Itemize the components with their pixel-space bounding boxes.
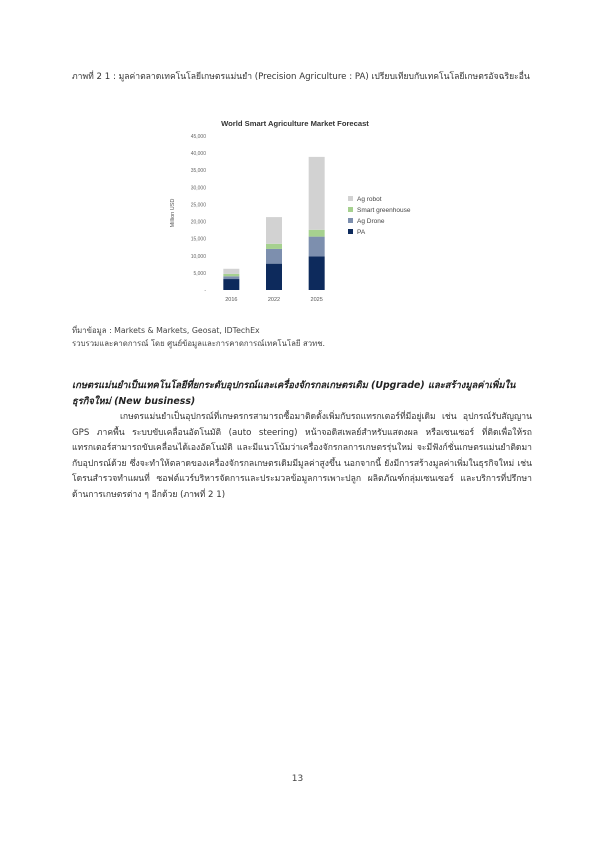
legend-label: Smart greenhouse <box>357 207 411 214</box>
x-tick-label: 2022 <box>267 297 281 303</box>
chart-title: World Smart Agriculture Market Forecast <box>221 119 369 128</box>
legend-swatch <box>348 196 353 201</box>
bar-segment-smart-greenhouse-2025 <box>309 230 325 237</box>
bar-segment-ag-robot-2016 <box>223 269 239 274</box>
source-line-2: รวบรวมและคาดการณ์ โดย ศูนย์ข้อมูลและการคาดการณ์เทคโนโลยี สวทช. <box>72 339 325 348</box>
bar-segment-ag-drone-2025 <box>309 237 325 257</box>
y-tick-label: 45,000 <box>190 134 206 140</box>
chart-canvas <box>160 116 450 314</box>
bar-segment-pa-2025 <box>309 256 325 290</box>
legend-swatch <box>348 229 353 234</box>
body-paragraph-block <box>72 410 532 503</box>
bar-segment-ag-robot-2025 <box>309 157 325 230</box>
source-note <box>72 324 532 350</box>
y-tick-label: 15,000 <box>190 236 206 243</box>
bar-segment-ag-robot-2022 <box>266 217 282 244</box>
y-tick-label: 40,000 <box>190 151 206 158</box>
x-tick-label: 2025 <box>310 297 323 303</box>
y-tick-label: 25,000 <box>190 202 206 209</box>
bar-segment-pa-2022 <box>266 264 282 290</box>
bar-segment-ag-drone-2022 <box>266 249 282 264</box>
market-forecast-chart <box>160 116 450 314</box>
y-tick-label: - <box>204 288 206 294</box>
y-tick-label: 5,000 <box>193 270 206 277</box>
legend-swatch <box>348 218 353 223</box>
legend-label: PA <box>357 229 366 236</box>
bar-segment-pa-2016 <box>223 279 239 290</box>
bar-segment-smart-greenhouse-2016 <box>223 274 239 276</box>
section-heading: เกษตรแม่นยำเป็นเทคโนโลยีที่ยกระดับอุปกรณ์และเครื่องจักรกลเกษตรเดิม (Upgrade) และสร้างมูลค่าเพิ่มในธุรกิจใหม่ (New business) <box>72 380 516 407</box>
legend-swatch <box>348 207 353 212</box>
page-number: 13 <box>291 774 304 784</box>
figure-caption: ภาพที่ 2 1 : มูลค่าตลาดเทคโนโลยีเกษตรแม่นยำ (Precision Agriculture : PA) เปรียบเทียบกับเทคโนโลยีเกษตรอัจฉริยะอื่น <box>72 72 530 82</box>
bar-segment-smart-greenhouse-2022 <box>266 244 282 249</box>
y-axis-label: Million USD <box>170 198 176 228</box>
legend-label: Ag robot <box>357 196 382 203</box>
y-tick-label: 10,000 <box>190 253 206 260</box>
y-tick-label: 20,000 <box>190 219 206 226</box>
x-tick-label: 2016 <box>225 297 238 303</box>
source-line-1: ที่มาข้อมูล : Markets & Markets, Geosat, IDTechEx <box>72 326 260 335</box>
legend-label: Ag Drone <box>357 218 385 225</box>
body-paragraph: เกษตรแม่นยำเป็นอุปกรณ์ที่เกษตรกรสามารถซื้อมาติดตั้งเพิ่มกับรถแทรกเตอร์ที่มีอยู่เดิม เช่น อุปกรณ์รับสัญญาน GPS ภาคพื้น ระบบขับเคลื่อนอัตโนมัติ (auto steering) หน้าจอดิสเพลย์สำหรับแสดงผล หรือเซนเซอร์ ที่ติดเพื่อให้รถแทรกเตอร์สามารถขับเคลื่อนได้เองอัตโนมัติ และมีแนวโน้มว่าเครื่องจักรกลการเกษตรรุ่นใหม่ จะมีฟังก์ชั่นเกษตรแม่นยำติดมากับอุปกรณ์ด้วย ซึ่งจะทำให้ตลาดของเครื่องจักรกลเกษตรเดิมมีมูลค่าสูงขึ้น นอกจากนี้ ยังมีการสร้างมูลค่าเพิ่มในธุรกิจใหม่ เช่น โดรนสำรวจทำแผนที่ ซอฟต์แวร์บริหารจัดการและประมวลข้อมูลการเพาะปลูก ผลิตภัณฑ์กลุ่มเซนเซอร์ และบริการที่ปรึกษาด้านการเกษตรต่าง ๆ อีกด้วย (ภาพที่ 2 1) <box>72 412 532 500</box>
y-tick-label: 30,000 <box>190 185 206 192</box>
bar-segment-ag-drone-2016 <box>223 276 239 279</box>
y-tick-label: 35,000 <box>190 168 206 175</box>
